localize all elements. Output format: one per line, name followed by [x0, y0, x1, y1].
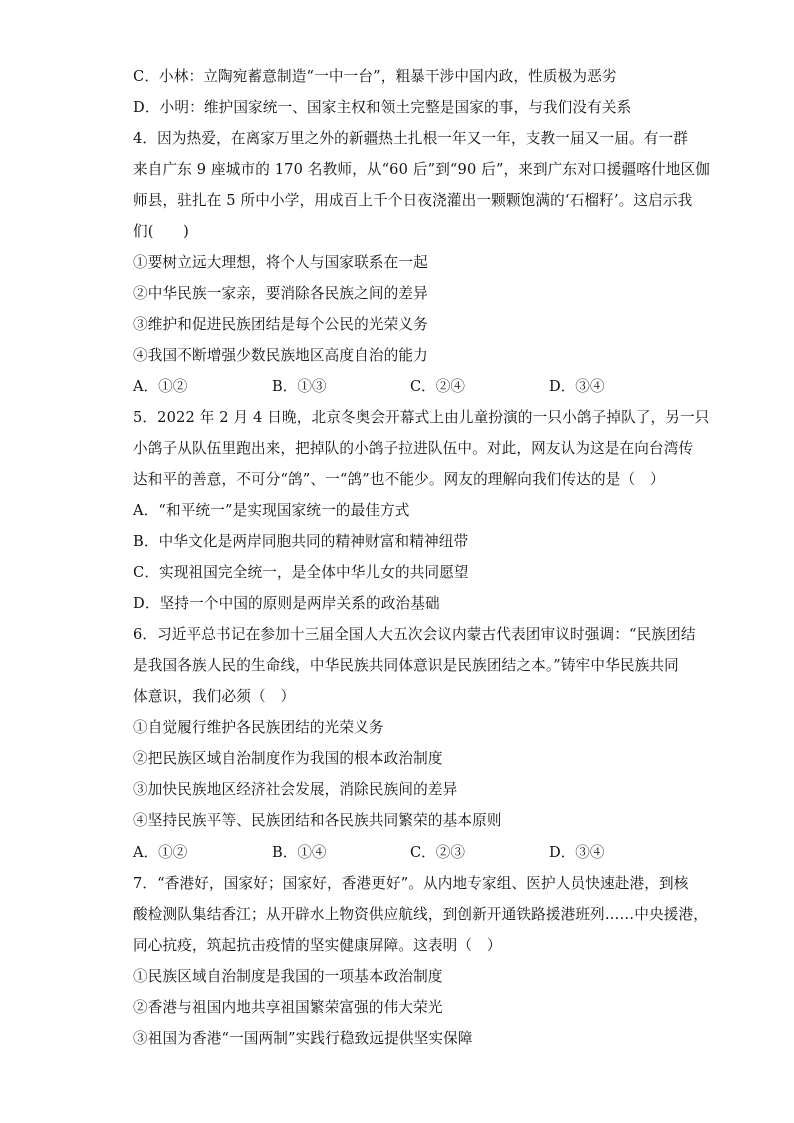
statement-line: ①民族区域自治制度是我国的一项基本政治制度 — [133, 968, 443, 985]
statement-line: ②中华民族一家亲，要消除各民族之间的差异 — [133, 285, 428, 302]
option-line: A．“和平统一”是实现国家统一的最佳方式 — [133, 502, 410, 519]
statement-line: ③祖国为香港“一国两制”实践行稳致远提供坚实保障 — [133, 1030, 473, 1047]
statement-line: ②香港与祖国内地共享祖国繁荣富强的伟大荣光 — [133, 999, 443, 1016]
text-line: D．小明：维护国家统一、国家主权和领土完整是国家的事，与我们没有关系 — [133, 99, 632, 116]
question-6-line: 是我国各族人民的生命线，中华民族共同体意识是民族团结之本。”铸牢中华民族共同 — [133, 657, 679, 674]
question-5-line: 达和平的善意，不可分“鸽”、一“鸽”也不能少。网友的理解向我们传达的是（ ） — [133, 471, 665, 488]
option-b: B．①④ — [272, 844, 327, 861]
statement-line: ④坚持民族平等、民族团结和各民族共同繁荣的基本原则 — [133, 812, 502, 829]
question-6-options — [133, 843, 673, 863]
question-7-line: 7．“香港好，国家好；国家好，香港更好”。从内地专家组、医护人员快速赴港，到核 — [133, 875, 689, 892]
question-4-line: 4．因为热爱，在离家万里之外的新疆热土扎根一年又一年，支教一届又一届。有一群 — [133, 130, 688, 147]
statement-line: ①自觉履行维护各民族团结的光荣义务 — [133, 719, 384, 736]
question-4-line: 师县，驻扎在 5 所中小学，用成百上千个日夜浇灌出一颗颗饱满的‘石榴籽’。这启示我 — [133, 192, 693, 209]
statement-line: ④我国不断增强少数民族地区高度自治的能力 — [133, 347, 428, 364]
statement-line: ②把民族区域自治制度作为我国的根本政治制度 — [133, 750, 443, 767]
option-c: C．②③ — [410, 844, 465, 861]
question-7-line: 酸检测队集结香江；从开辟水上物资供应航线，到创新开通铁路援港班列……中央援港， — [133, 906, 709, 923]
option-a: A．①② — [133, 844, 188, 861]
question-5-line: 5．2022 年 2 月 4 日晚，北京冬奥会开幕式上由儿童扮演的一只小鸽子掉队了，另一只 — [133, 409, 710, 426]
question-4-line: 们( ) — [133, 223, 189, 240]
question-6-line: 体意识，我们必须（ ） — [133, 688, 296, 705]
option-c: C．②④ — [410, 378, 465, 395]
question-6-line: 6．习近平总书记在参加十三届全国人大五次会议内蒙古代表团审议时强调：“民族团结 — [133, 626, 696, 643]
text-line: C．小林：立陶宛蓄意制造“一中一台”，粗暴干涉中国内政，性质极为恶劣 — [133, 68, 617, 85]
option-line: B．中华文化是两岸同胞共同的精神财富和精神纽带 — [133, 533, 469, 550]
question-5-line: 小鸽子从队伍里跑出来，把掉队的小鸽子拉进队伍中。对此，网友认为这是在向台湾传 — [133, 440, 694, 457]
question-4-line: 来自广东 9 座城市的 170 名教师，从“60 后”到“90 后”，来到广东对口援疆喀什地区伽 — [133, 161, 710, 178]
statement-line: ①要树立远大理想，将个人与国家联系在一起 — [133, 254, 428, 271]
statement-line: ③加快民族地区经济社会发展，消除民族间的差异 — [133, 781, 458, 798]
option-line: C．实现祖国完全统一，是全体中华儿女的共同愿望 — [133, 564, 469, 581]
option-d: D．③④ — [549, 378, 605, 395]
option-b: B．①③ — [272, 378, 327, 395]
option-d: D．③④ — [549, 844, 605, 861]
option-a: A．①② — [133, 378, 188, 395]
question-7-line: 同心抗疫，筑起抗击疫情的坚实健康屏障。这表明（ ） — [133, 937, 502, 954]
question-4-options — [133, 377, 673, 397]
statement-line: ③维护和促进民族团结是每个公民的光荣义务 — [133, 316, 428, 333]
option-line: D．坚持一个中国的原则是两岸关系的政治基础 — [133, 595, 440, 612]
